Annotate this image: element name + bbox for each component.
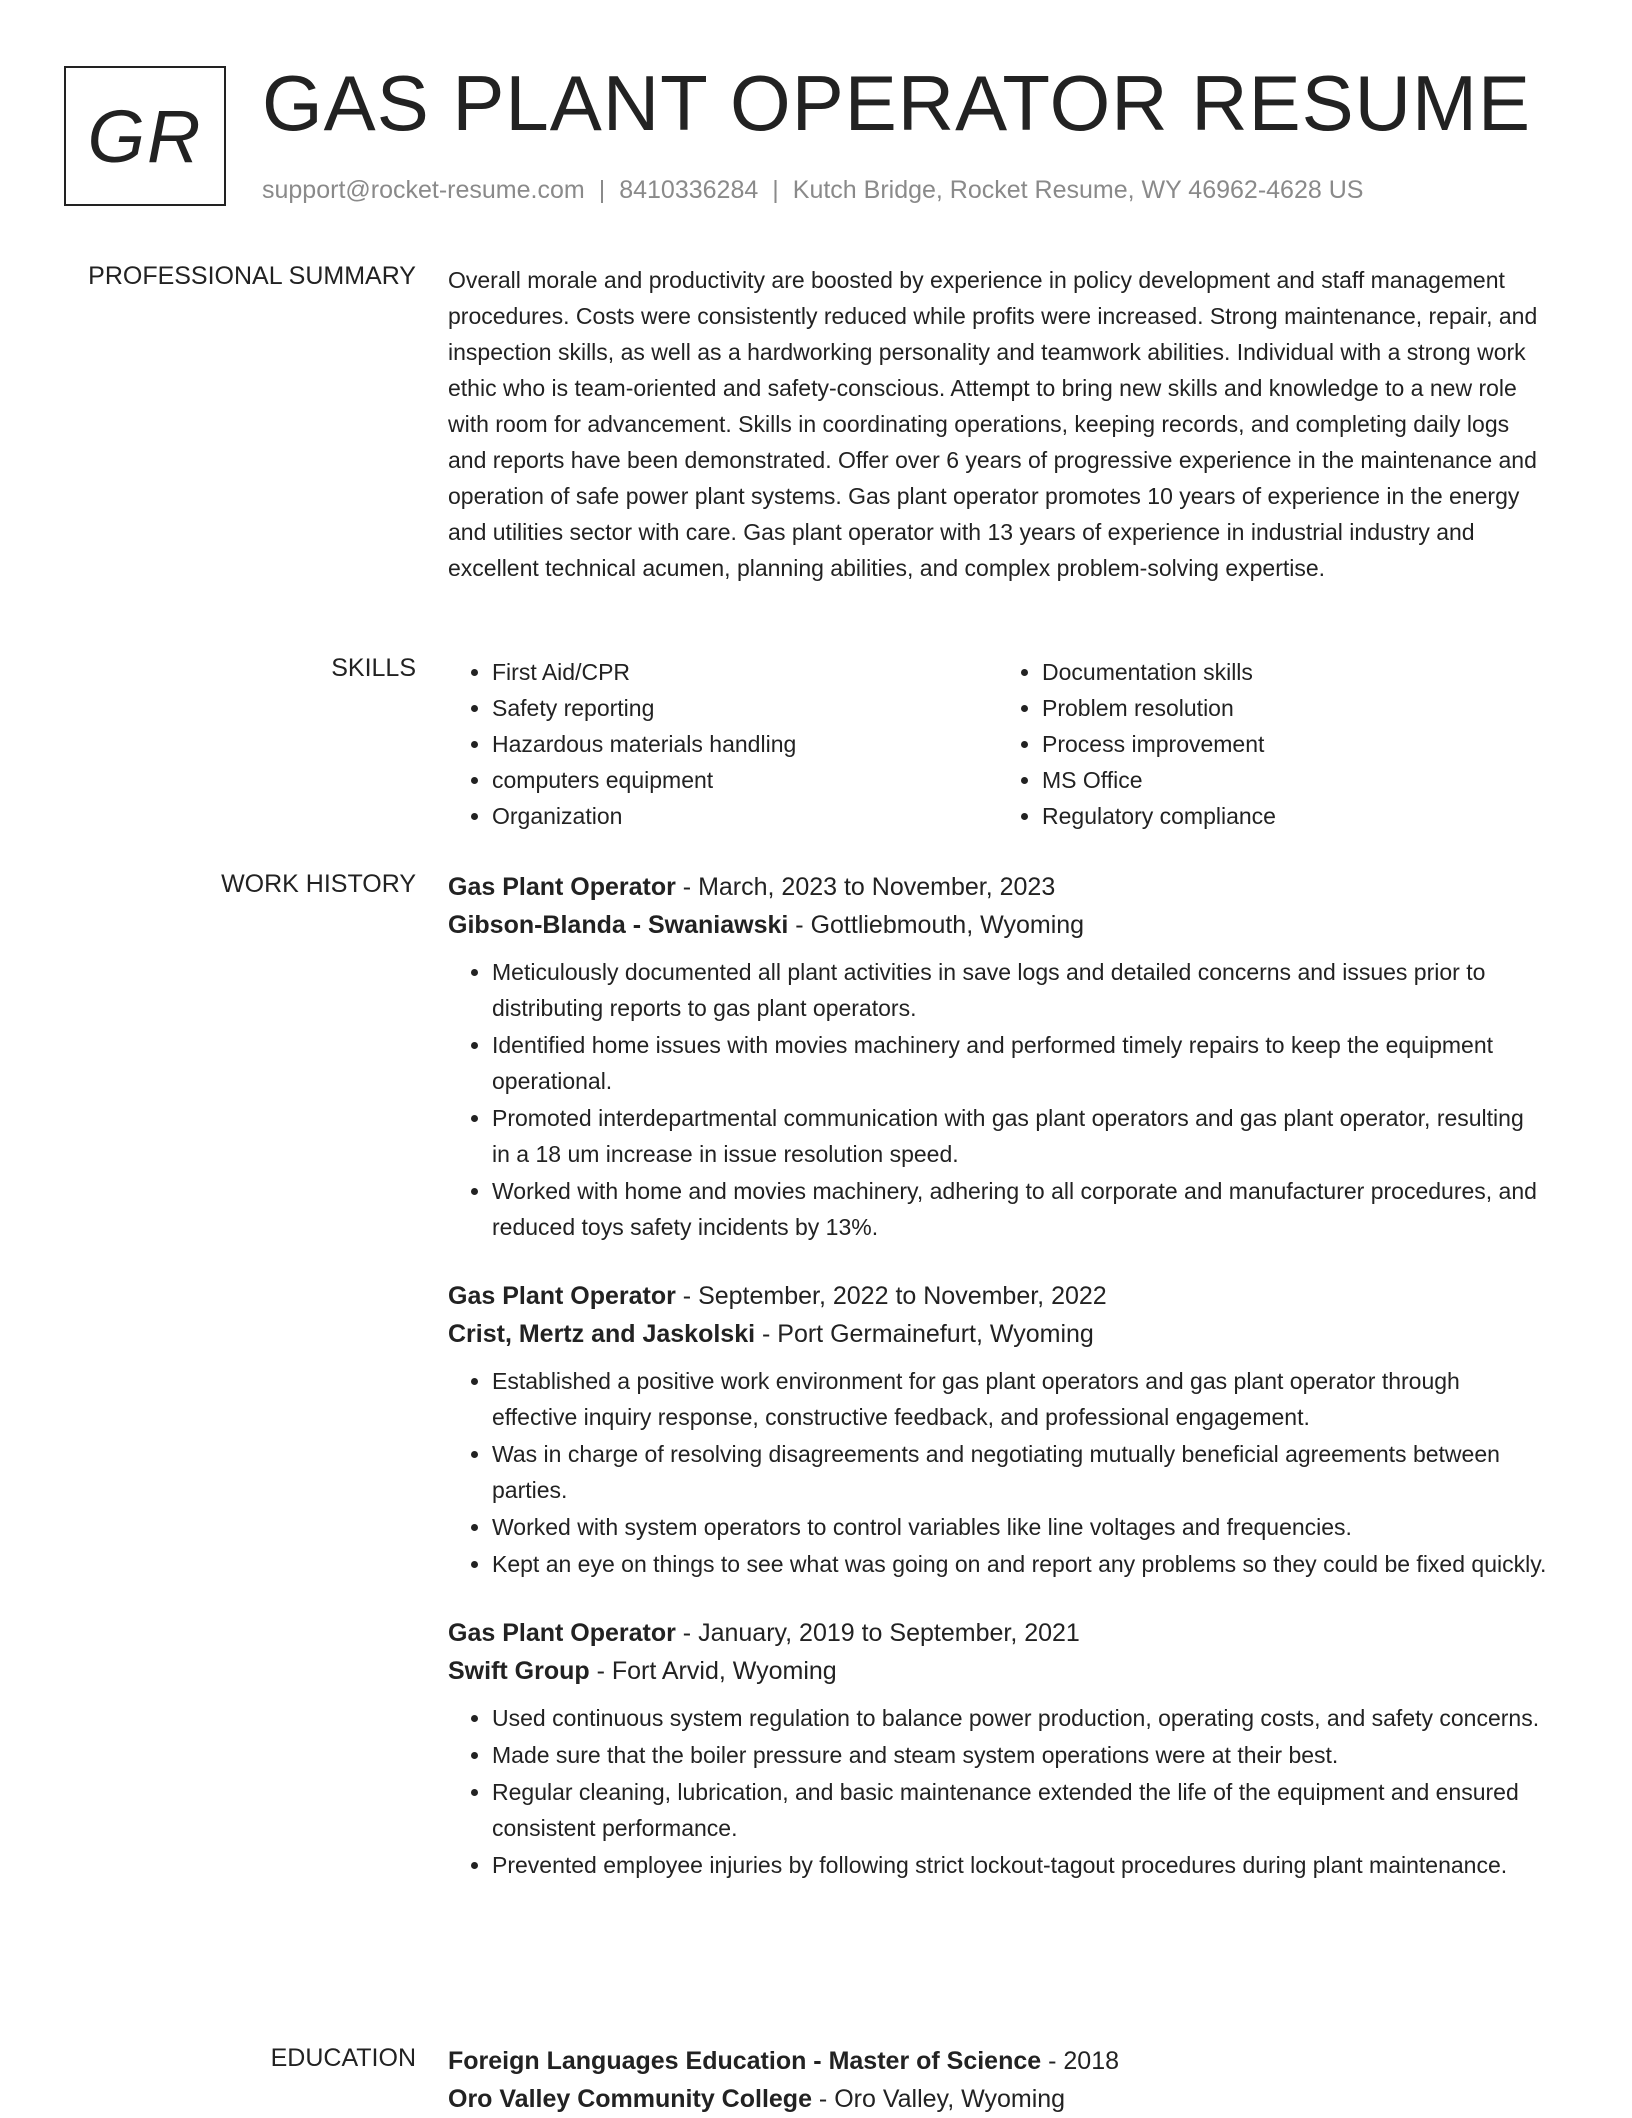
work-history-body [448,868,1548,1915]
job-bullet: • Prevented employee injuries by following strict lockout-tagout procedures during plant maintenance. [492,1847,1548,1883]
job-title: Gas Plant Operator [448,1619,676,1647]
skill-item: • MS Office [1042,762,1548,798]
skills-heading: SKILLS [331,654,416,682]
job-bullets [448,1700,1548,1883]
job-bullets [448,954,1548,1245]
skill-item: • Process improvement [1042,726,1548,762]
skill-item: • First Aid/CPR [492,654,998,690]
education-school-line [448,2080,1548,2118]
job-bullet: • Was in charge of resolving disagreements and negotiating mutually beneficial agreements between parties. [492,1436,1548,1508]
job-company-line [448,906,1548,944]
summary-body [448,262,1548,586]
contact-address: Kutch Bridge, Rocket Resume, WY 46962-4628 US [792,176,1364,204]
skills-list-right [998,654,1548,834]
skill-item: • Documentation skills [1042,654,1548,690]
job-entry [448,1277,1548,1582]
job-bullets [448,1363,1548,1582]
contact-phone: 8410336284 [619,176,759,204]
monogram-box [64,66,226,206]
job-title-line [448,1277,1548,1315]
skills-list-left [448,654,998,834]
education-year: - 2018 [1041,2047,1120,2075]
skill-item: • Problem resolution [1042,690,1548,726]
skills-body [448,654,1548,834]
job-bullet: • Promoted interdepartmental communication with gas plant operators and gas plant operator, resulting in a 18 um increase in issue resolution speed. [492,1100,1548,1172]
skill-item: • Safety reporting [492,690,998,726]
monogram-initials: GR [87,94,203,178]
skill-item: • Regulatory compliance [1042,798,1548,834]
job-company: Swift Group [448,1657,590,1685]
education-school: Oro Valley Community College [448,2085,812,2113]
job-company: Crist, Mertz and Jaskolski [448,1320,756,1348]
job-company-line [448,1315,1548,1353]
job-entry [448,1614,1548,1883]
job-dates: - September, 2022 to November, 2022 [675,1282,1107,1310]
job-bullet: • Worked with home and movies machinery, adhering to all corporate and manufacturer procedures, and reduced toys safety incidents by 13%. [492,1173,1548,1245]
job-title: Gas Plant Operator [448,873,676,901]
education-body [448,2042,1548,2118]
contact-line [262,176,1363,205]
education-degree: Foreign Languages Education - Master of Science [448,2047,1042,2075]
job-bullet: • Worked with system operators to control variables like line voltages and frequencies. [492,1509,1548,1545]
education-location: - Oro Valley, Wyoming [811,2085,1066,2113]
contact-email: support@rocket-resume.com [262,176,585,204]
contact-separator: | [772,176,779,204]
skill-item: • Hazardous materials handling [492,726,998,762]
job-dates: - January, 2019 to September, 2021 [675,1619,1080,1647]
job-location: - Fort Arvid, Wyoming [589,1657,837,1685]
work-history-heading: WORK HISTORY [221,870,416,898]
job-bullet: • Meticulously documented all plant activities in save logs and detailed concerns and issues prior to distributing reports to gas plant operators. [492,954,1548,1026]
job-title-line [448,868,1548,906]
skill-item: • computers equipment [492,762,998,798]
job-company: Gibson-Blanda - Swaniawski [448,911,789,939]
job-dates: - March, 2023 to November, 2023 [675,873,1056,901]
job-bullet: • Identified home issues with movies machinery and performed timely repairs to keep the equipment operational. [492,1027,1548,1099]
job-location: - Gottliebmouth, Wyoming [788,911,1085,939]
summary-text: Overall morale and productivity are boosted by experience in policy development and staff management procedures. Costs were consistently reduced while profits were increased. Strong maintenance, repair, and inspection skills, as well as a hardworking personality and teamwork abilities. Individual with a strong work ethic who is team-oriented and safety-conscious. Attempt to bring new skills and knowledge to a new role with room for advancement. Skills in coordinating operations, keeping records, and completing daily logs and reports have been demonstrated. Offer over 6 years of progressive experience in the maintenance and operation of safe power plant systems. Gas plant operator promotes 10 years of experience in the energy and utilities sector with care. Gas plant operator with 13 years of experience in industrial industry and excellent technical acumen, planning abilities, and complex problem-solving expertise. [448,267,1538,581]
summary-heading: PROFESSIONAL SUMMARY [88,262,416,290]
skill-item: • Organization [492,798,998,834]
job-entry [448,868,1548,1245]
job-title-line [448,1614,1548,1652]
job-bullet: • Kept an eye on things to see what was going on and report any problems so they could be fixed quickly. [492,1546,1548,1582]
job-location: - Port Germainefurt, Wyoming [755,1320,1094,1348]
job-bullet: • Established a positive work environment for gas plant operators and gas plant operator through effective inquiry response, constructive feedback, and professional engagement. [492,1363,1548,1435]
job-bullet: • Regular cleaning, lubrication, and basic maintenance extended the life of the equipment and ensured consistent performance. [492,1774,1548,1846]
education-heading: EDUCATION [270,2044,416,2072]
job-title: Gas Plant Operator [448,1282,676,1310]
education-degree-line [448,2042,1548,2080]
job-bullet: • Used continuous system regulation to balance power production, operating costs, and safety concerns. [492,1700,1548,1736]
resume-title: GAS PLANT OPERATOR RESUME [262,59,1531,147]
job-company-line [448,1652,1548,1690]
job-bullet: • Made sure that the boiler pressure and steam system operations were at their best. [492,1737,1548,1773]
contact-separator: | [598,176,606,204]
